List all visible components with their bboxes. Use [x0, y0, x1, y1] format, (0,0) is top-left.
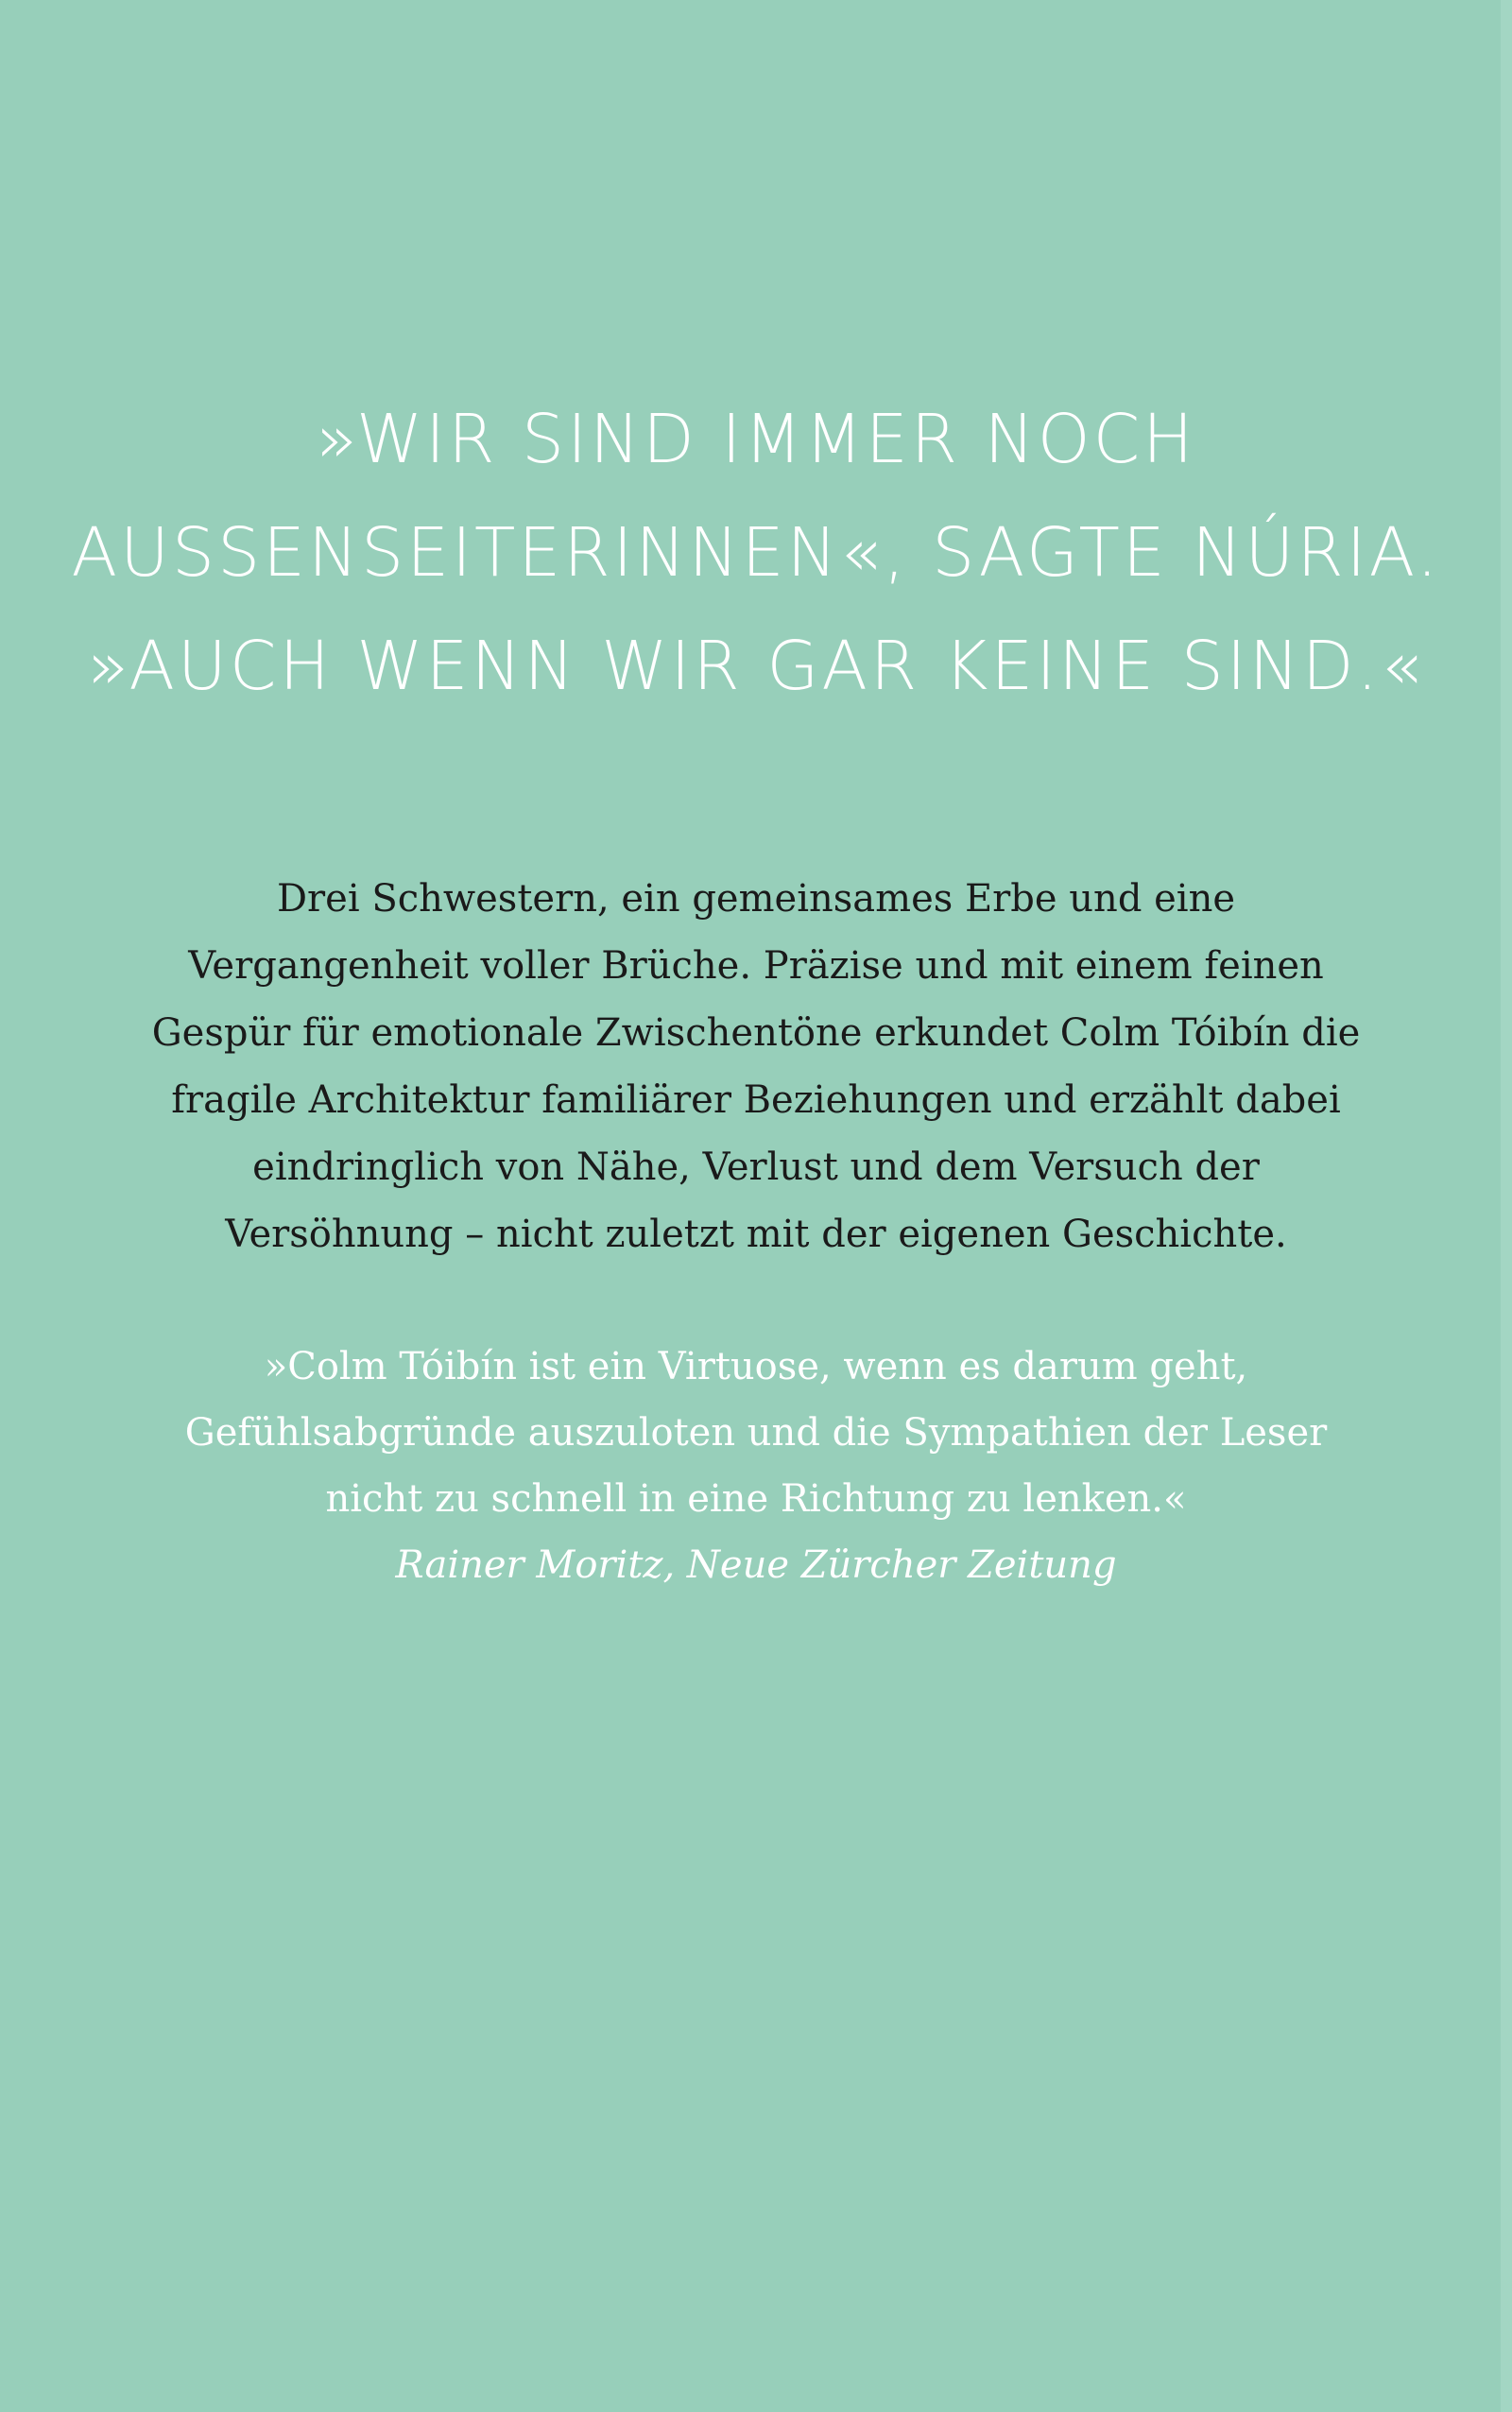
review-source: Rainer Moritz, Neue Zürcher Zeitung [395, 1543, 1117, 1587]
review-line: »Colm Tóibín ist ein Virtuose, wenn es darum geht, [264, 1345, 1248, 1388]
cover-quote-headline [0, 383, 1512, 723]
blurb-line: Vergangenheit voller Brüche. Präzise und mit einem feinen [188, 944, 1324, 988]
blurb-line: Versöhnung – nicht zuletzt mit der eigenen Geschichte. [225, 1213, 1287, 1256]
blurb-line: Gespür für emotionale Zwischentöne erkundet Colm Tóibín die [151, 1011, 1361, 1055]
blurb-line: fragile Architektur familiärer Beziehungen und erzählt dabei [171, 1078, 1341, 1122]
blurb-line: Drei Schwestern, ein gemeinsames Erbe und eine [276, 877, 1236, 921]
blurb-line: eindringlich von Nähe, Verlust und dem Versuch der [252, 1146, 1260, 1189]
review-line: Gefühlsabgründe auszuloten und die Sympathien der Leser [184, 1411, 1328, 1455]
headline-line: AUSSENSEITERINNEN«, SAGTE NÚRIA. [71, 513, 1441, 592]
book-blurb [0, 866, 1512, 1268]
headline-line: »WIR SIND IMMER NOCH [316, 400, 1196, 478]
press-review [0, 1334, 1512, 1598]
headline-line: »AUCH WENN WIR GAR KEINE SIND.« [87, 627, 1425, 705]
review-line: nicht zu schnell in eine Richtung zu lenken.« [325, 1477, 1187, 1521]
